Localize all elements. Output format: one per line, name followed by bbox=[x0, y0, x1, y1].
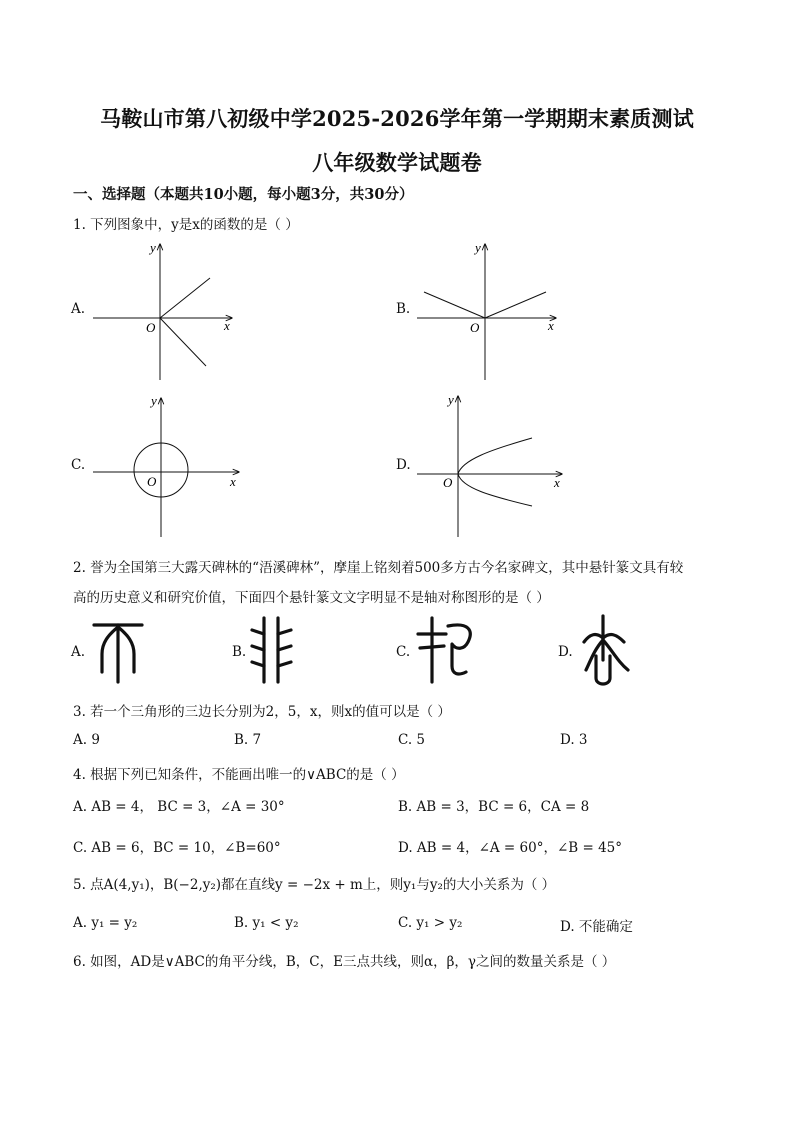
q4-option-a: A. AB = 4， BC = 3，∠A = 30° bbox=[73, 799, 285, 815]
q1-axis-labels bbox=[0, 0, 794, 560]
question-1-stem: 1. 下列图象中，y是x的函数的是（ ） bbox=[73, 217, 299, 233]
graph-a-x-label: x bbox=[224, 318, 230, 333]
graph-d-y-label: y bbox=[448, 392, 454, 407]
graph-d-origin: O bbox=[443, 475, 453, 490]
q4-option-d: D. AB = 4，∠A = 60°，∠B = 45° bbox=[398, 840, 623, 856]
seal-glyph-d bbox=[584, 616, 628, 684]
q2-option-b-label: B. bbox=[232, 644, 247, 660]
q3-option-d: D. 3 bbox=[560, 732, 588, 748]
graph-b-origin: O bbox=[470, 320, 480, 335]
graph-a-y-label: y bbox=[150, 240, 156, 255]
q2-option-d-label: D. bbox=[558, 644, 573, 660]
graph-b-y-label: y bbox=[475, 240, 481, 255]
graph-c-x-label: x bbox=[230, 474, 236, 489]
question-2-stem-line1: 2. 誉为全国第三大露天碑林的“浯溪碑林”，摩崖上铭刻着500多方古今名家碑文，其中悬针篆文具有较 bbox=[73, 560, 684, 576]
graph-a-origin: O bbox=[146, 320, 156, 335]
q5-option-c: C. y₁ > y₂ bbox=[398, 915, 463, 931]
q3-option-c: C. 5 bbox=[398, 732, 426, 748]
graph-b-x-label: x bbox=[548, 318, 554, 333]
q2-seal-glyphs bbox=[0, 610, 794, 690]
seal-glyph-b bbox=[252, 618, 291, 682]
seal-glyph-c bbox=[418, 618, 470, 682]
section-heading: 一、选择题（本题共10小题，每小题3分，共30分） bbox=[73, 186, 414, 203]
exam-subtitle: 八年级数学试题卷 bbox=[312, 150, 482, 175]
q5-option-b: B. y₁ < y₂ bbox=[234, 915, 299, 931]
q2-option-c-label: C. bbox=[396, 644, 411, 660]
question-6-stem: 6. 如图，AD是∨ABC的角平分线，B，C，E三点共线，则α，β，γ之间的数量关系是（ ） bbox=[73, 954, 616, 970]
q3-option-a: A. 9 bbox=[73, 732, 100, 748]
q4-option-c: C. AB = 6，BC = 10，∠B=60° bbox=[73, 840, 281, 856]
q1-option-c-label: C. bbox=[71, 457, 86, 473]
question-4-stem: 4. 根据下列已知条件，不能画出唯一的∨ABC的是（ ） bbox=[73, 767, 405, 783]
q3-option-b: B. 7 bbox=[234, 732, 262, 748]
graph-d-x-label: x bbox=[554, 475, 560, 490]
q1-option-b-label: B. bbox=[396, 301, 411, 317]
question-2-stem-line2: 高的历史意义和研究价值，下面四个悬针篆文文字明显不是轴对称图形的是（ ） bbox=[73, 590, 550, 606]
graph-c-origin: O bbox=[147, 474, 157, 489]
question-5-stem: 5. 点A(4,y₁)，B(−2,y₂)都在直线y = −2x + m上，则y₁与y₂的大小关系为（ ） bbox=[73, 877, 556, 893]
graph-c-y-label: y bbox=[151, 393, 157, 408]
q2-option-a-label: A. bbox=[71, 644, 86, 660]
exam-title: 马鞍山市第八初级中学2025-2026学年第一学期期末素质测试 bbox=[100, 106, 694, 131]
q1-option-a-label: A. bbox=[71, 301, 86, 317]
q5-option-a: A. y₁ = y₂ bbox=[73, 915, 138, 931]
q5-option-d: D. 不能确定 bbox=[560, 919, 633, 935]
question-3-stem: 3. 若一个三角形的三边长分别为2，5，x，则x的值可以是（ ） bbox=[73, 704, 451, 720]
seal-glyph-a bbox=[94, 625, 142, 682]
q4-option-b: B. AB = 3，BC = 6，CA = 8 bbox=[398, 799, 590, 815]
q1-option-d-label: D. bbox=[396, 457, 411, 473]
